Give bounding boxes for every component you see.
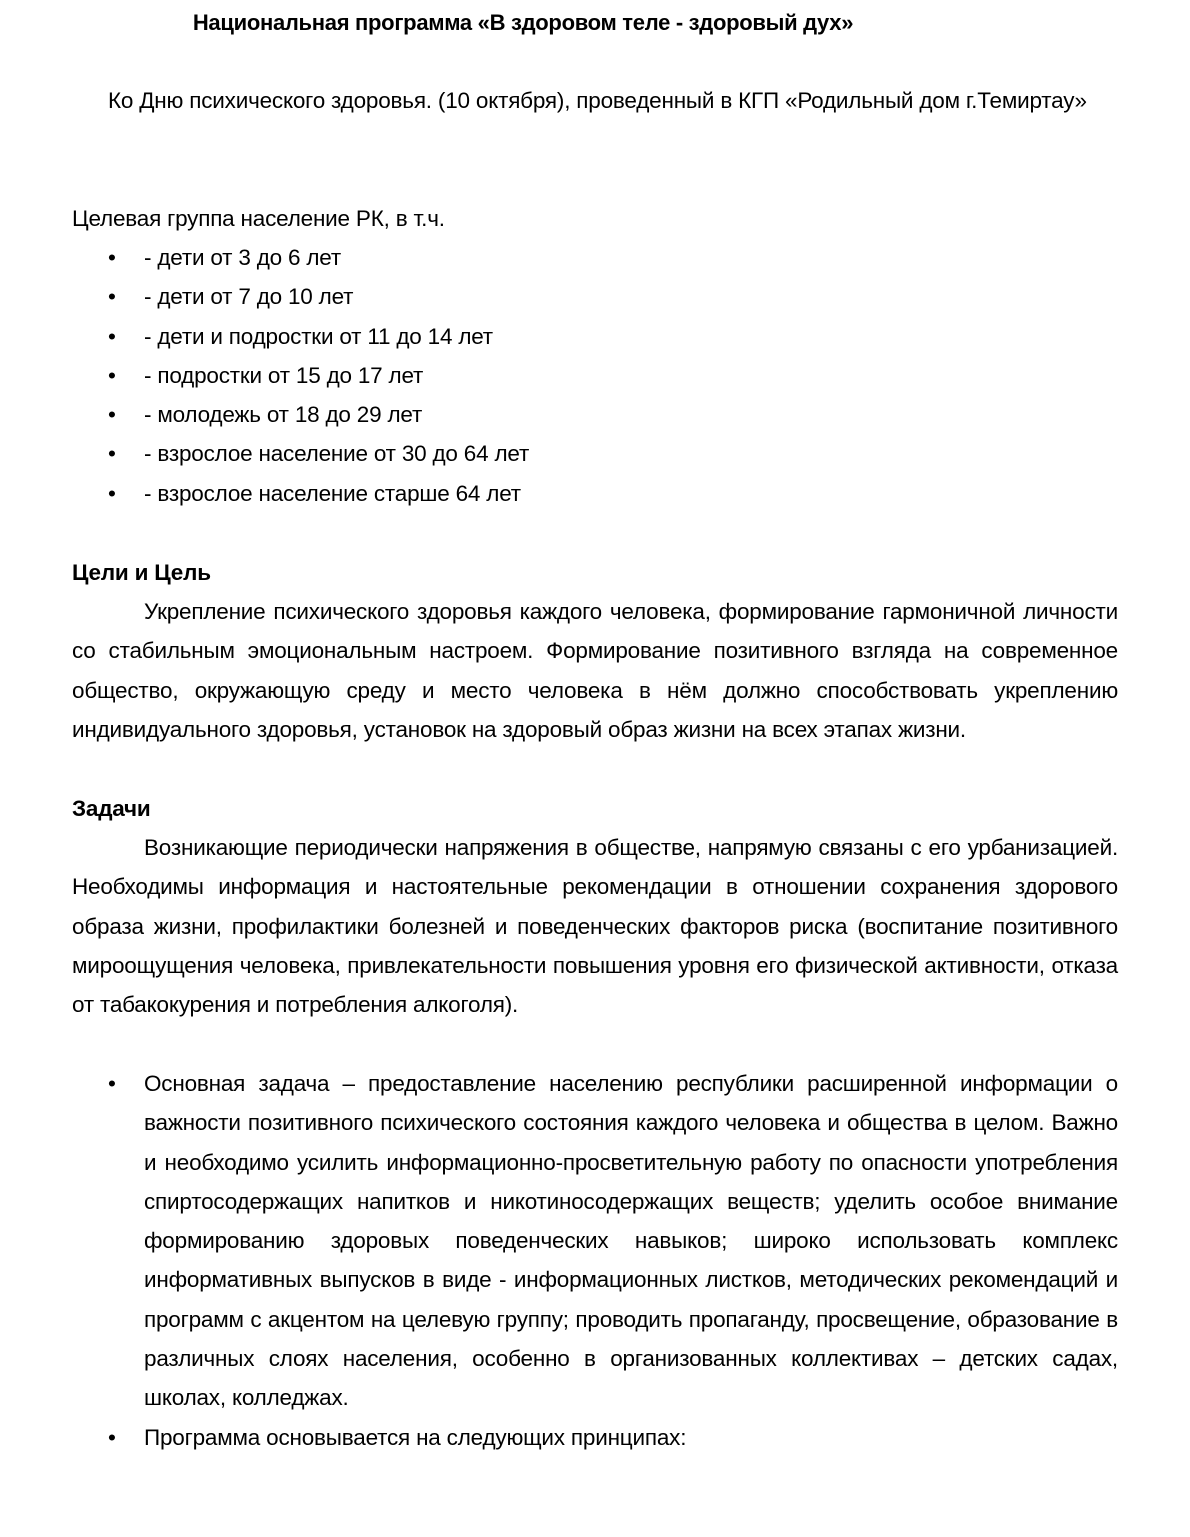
bullet-icon: • bbox=[108, 441, 116, 467]
list-item-text: - взрослое население от 30 до 64 лет bbox=[144, 441, 530, 467]
list-item bbox=[72, 395, 1118, 434]
tasks-bullet-list bbox=[72, 1064, 1118, 1457]
intro-paragraph: Ко Дню психического здоровья. (10 октября), проведенный в КГП «Родильный дом г.Темиртау» bbox=[108, 88, 1087, 113]
list-item-text: - дети и подростки от 11 до 14 лет bbox=[144, 323, 493, 349]
bullet-icon: • bbox=[108, 245, 116, 270]
list-item bbox=[72, 277, 1118, 316]
list-item bbox=[72, 317, 1118, 356]
list-item-text: - подростки от 15 до 17 лет bbox=[144, 362, 424, 388]
list-item bbox=[72, 434, 1118, 473]
bullet-icon: • bbox=[108, 402, 116, 428]
target-group-heading: Целевая группа население РК, в т.ч. bbox=[72, 206, 445, 231]
goals-paragraph: Укрепление психического здоровья каждого человека, формирование гармоничной личности со стабильным эмоциональным настроем. Формирование позитивного взгляда на современное общество, окружающую среду и место человека в нём должно способствовать укреплению индивидуального здоровья, установок на здоровый образ жизни на всех этапах жизни. bbox=[72, 599, 1118, 742]
bullet-icon: • bbox=[108, 284, 116, 310]
list-item bbox=[72, 1064, 1118, 1418]
list-item bbox=[72, 238, 1118, 277]
bullet-icon: • bbox=[108, 480, 116, 506]
bullet-icon: • bbox=[108, 1071, 116, 1096]
target-group-list bbox=[72, 238, 1118, 513]
tasks-heading: Задачи bbox=[72, 796, 151, 821]
list-item-text: - взрослое население старше 64 лет bbox=[144, 480, 521, 506]
list-item-text: - молодежь от 18 до 29 лет bbox=[144, 402, 423, 428]
list-item-text: Программа основывается на следующих принципах: bbox=[144, 1424, 687, 1450]
goals-heading: Цели и Цель bbox=[72, 560, 211, 585]
list-item bbox=[72, 356, 1118, 395]
bullet-icon: • bbox=[108, 323, 116, 349]
list-item-text: - дети от 7 до 10 лет bbox=[144, 284, 354, 310]
tasks-paragraph: Возникающие периодически напряжения в обществе, напрямую связаны с его урбанизацией. Необходимы информация и настоятельные рекомендации в отношении сохранения здорового образа жизни, профилактики болезней и поведенческих факторов риска (воспитание позитивного мироощущения человека, привлекательности повышения уровня его физической активности, отказа от табакокурения и потребления алкоголя). bbox=[72, 835, 1118, 1018]
bullet-icon: • bbox=[108, 1424, 116, 1450]
list-item bbox=[72, 474, 1118, 513]
bullet-icon: • bbox=[108, 362, 116, 388]
list-item-text: - дети от 3 до 6 лет bbox=[144, 245, 341, 270]
document-title: Национальная программа «В здоровом теле - здоровый дух» bbox=[192, 10, 854, 35]
list-item bbox=[72, 1418, 1118, 1457]
list-item-text: Основная задача – предоставление населению республики расширенной информации о важности позитивного психического состояния каждого человека и общества в целом. Важно и необходимо усилить информационно-просветительную работу по опасности употребления спиртосодержащих напитков и никотиносодержащих веществ; уделить особое внимание формированию здоровых поведенческих навыков; широко использовать комплекс информативных выпусков в виде - информационных листков, методических рекомендаций и программ с акцентом на целевую группу; проводить пропаганду, просвещение, образование в различных слоях населения, особенно в организованных коллективах – детских садах, школах, колледжах. bbox=[144, 1071, 1118, 1411]
